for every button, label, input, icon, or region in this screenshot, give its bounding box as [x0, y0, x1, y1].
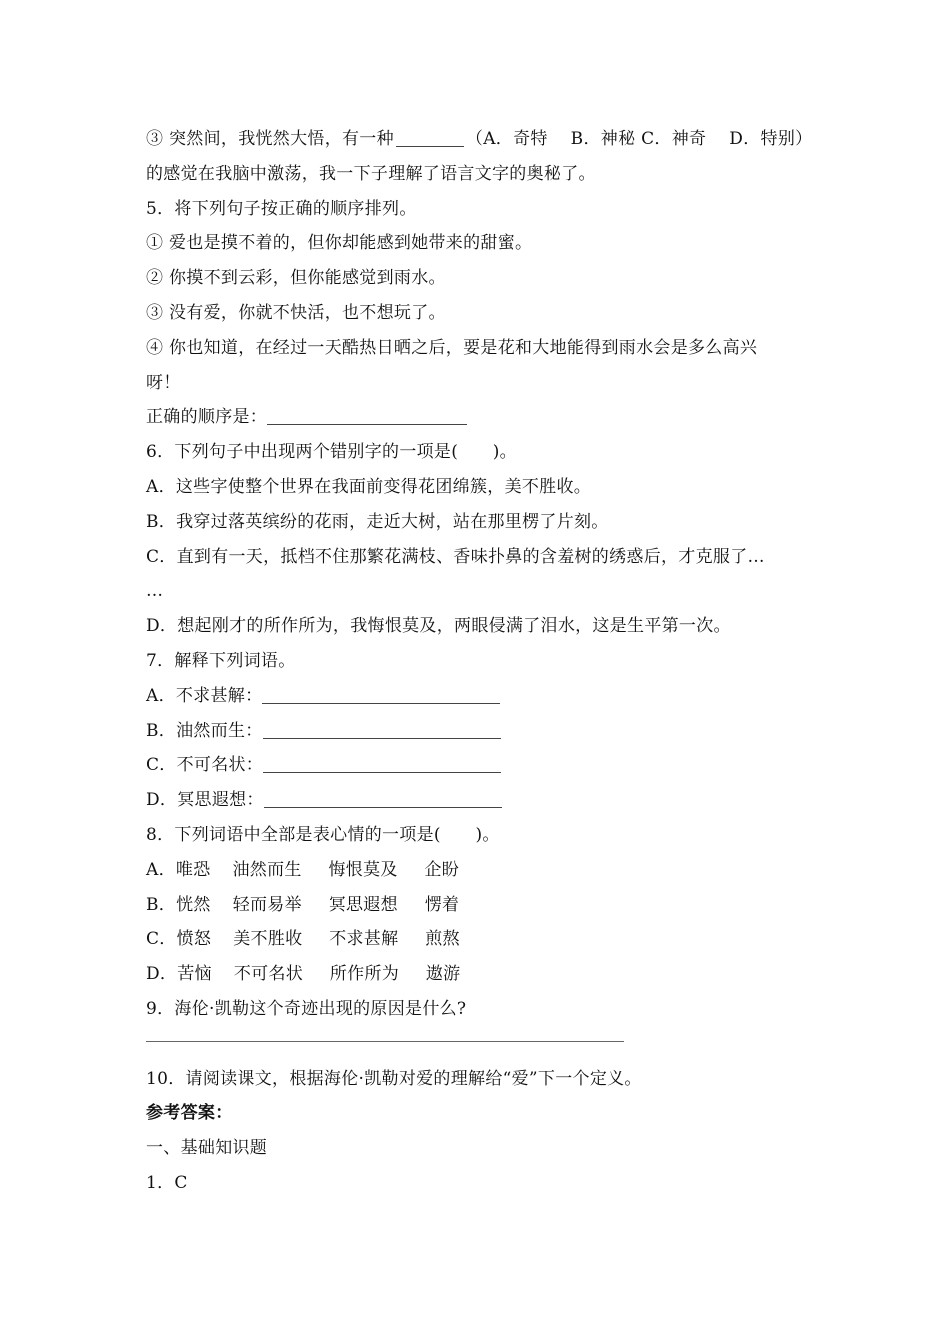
q8-word: 悔恨莫及 [328, 859, 398, 880]
q5-title: 5．将下列句子按正确的顺序排列。 [146, 198, 417, 219]
q7-item-d [146, 783, 816, 818]
q8-word: 遨游 [425, 964, 461, 985]
answer-rule [146, 1041, 624, 1042]
q6-option-a: A．这些字使整个世界在我面前变得花团绵簇，美不胜收。 [146, 476, 592, 497]
q10-title: 10．请阅读课文，根据海伦·凯勒对爱的理解给“爱”下一个定义。 [146, 1068, 642, 1089]
q8-word: 愤怒 [176, 929, 212, 950]
document-page [146, 122, 816, 1201]
definition-blank [262, 685, 500, 704]
answer-1: 1．C [146, 1172, 188, 1193]
q4-item3-prefix: ③ 突然间，我恍然大悟，有一种 [146, 129, 394, 149]
q8-word: 冥思遐想 [328, 894, 398, 915]
q7-item-d-label: D．冥思遐想： [146, 790, 264, 811]
q8-word: 恍然 [176, 894, 211, 915]
q8-option-b [146, 888, 816, 923]
q6-option-d: D．想起刚才的所作所为，我悔恨莫及，两眼侵满了泪水，这是生平第一次。 [146, 616, 731, 637]
q8-option-d [146, 957, 816, 992]
q8-word: 轻而易举 [232, 894, 302, 915]
q8-word: 苦恼 [177, 964, 212, 985]
q6-option-c-cont: … [146, 581, 164, 602]
q7-title: 7．解释下列词语。 [146, 650, 296, 671]
definition-blank [264, 789, 502, 808]
q4-item3-options: （A．奇特 B．神秘 C．神奇 D．特别） [465, 129, 813, 149]
q8-word: 不求甚解 [329, 929, 399, 950]
q7-item-a-label: A．不求甚解： [146, 685, 263, 706]
answers-heading: 参考答案： [146, 1103, 233, 1124]
q8-word: 美不胜收 [233, 929, 303, 950]
q8-word: 愣着 [424, 894, 460, 915]
q5-item-2: ② 你摸不到云彩，但你能感觉到雨水。 [146, 268, 446, 289]
q8-word: 所作所为 [329, 964, 400, 985]
q5-item-3: ③ 没有爱，你就不快活，也不想玩了。 [146, 302, 446, 323]
q9-title: 9．海伦·凯勒这个奇迹出现的原因是什么? [146, 998, 467, 1019]
definition-blank [263, 754, 501, 773]
q8-option-label: C． [146, 929, 177, 950]
q4-item3-line2: 的感觉在我脑中激荡，我一下子理解了语言文字的奥秘了。 [146, 163, 596, 184]
q6-option-c: C．直到有一天，抵档不住那繁花满枝、香味扑鼻的含羞树的绣惑后，才克服了… [146, 546, 765, 567]
q6-title: 6．下列句子中出现两个错别字的一项是( )。 [146, 442, 517, 463]
q7-item-c [146, 748, 816, 783]
q8-option-label: B． [146, 894, 177, 915]
q8-word: 油然而生 [232, 859, 302, 880]
q8-word: 企盼 [424, 859, 460, 880]
q5-answer-label: 正确的顺序是： [146, 407, 268, 428]
q7-item-b-label: B．油然而生： [146, 720, 263, 741]
answers-section: 一、基础知识题 [146, 1138, 268, 1159]
q5-item-4: ④ 你也知道，在经过一天酷热日晒之后，要是花和大地能得到雨水会是多么高兴 [146, 337, 758, 358]
q5-answer-line [146, 400, 816, 435]
q8-word: 唯恐 [175, 859, 211, 880]
q8-word: 煎熬 [425, 929, 460, 950]
q7-item-b [146, 714, 816, 749]
q8-word: 不可名状 [233, 964, 304, 985]
q4-item3-line1 [146, 122, 816, 157]
definition-blank [263, 720, 501, 739]
q5-item-1: ① 爱也是摸不着的，但你却能感到她带来的甜蜜。 [146, 233, 533, 254]
q5-item-4-cont: 呀！ [146, 372, 181, 393]
q6-option-b: B．我穿过落英缤纷的花雨，走近大树，站在那里楞了片刻。 [146, 511, 609, 532]
q8-option-label: D． [146, 964, 178, 985]
q9-answer-line [146, 1027, 816, 1062]
order-blank [267, 406, 467, 425]
q7-item-a [146, 679, 816, 714]
q8-option-label: A． [146, 859, 176, 880]
q8-option-a [146, 853, 816, 888]
fill-blank [396, 128, 464, 147]
q8-title: 8．下列词语中全部是表心情的一项是( )。 [146, 824, 500, 845]
q8-option-c [146, 922, 816, 957]
q7-item-c-label: C．不可名状： [146, 755, 264, 776]
